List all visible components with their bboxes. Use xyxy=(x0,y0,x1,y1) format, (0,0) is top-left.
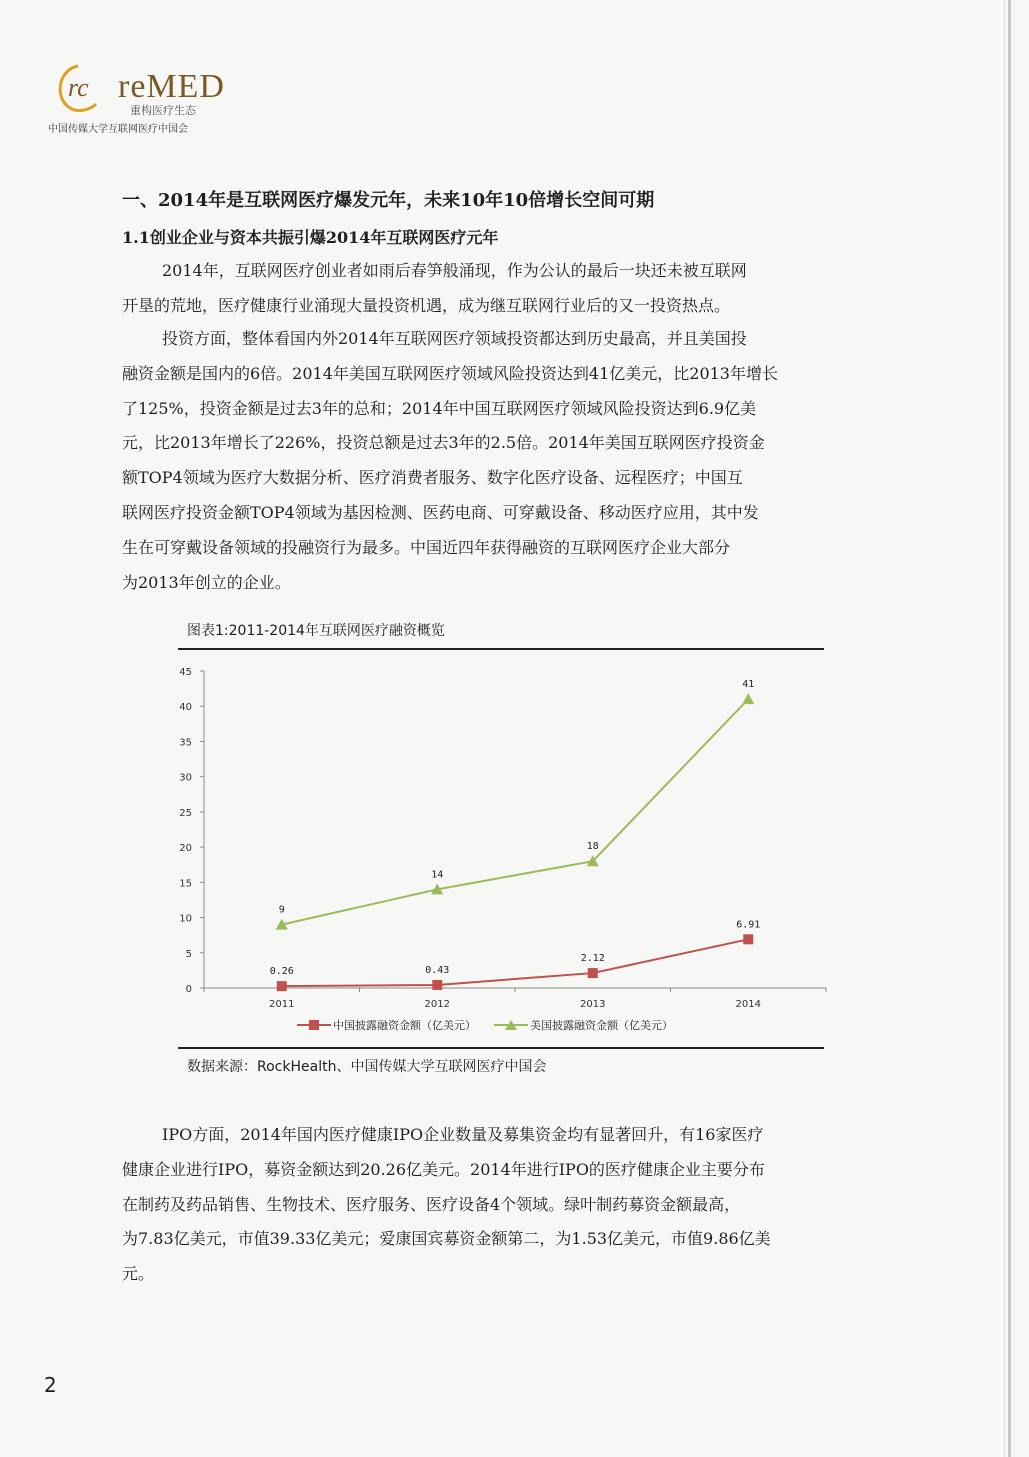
line-chart xyxy=(160,655,840,1015)
y-tick-label: 15 xyxy=(179,878,192,890)
paragraph-line: 开垦的荒地，医疗健康行业涌现大量投资机遇，成为继互联网行业后的又一投资热点。 xyxy=(122,295,731,315)
data-label: 18 xyxy=(586,841,599,853)
y-tick-label: 45 xyxy=(179,667,192,678)
paragraph-line: 为2013年创立的企业。 xyxy=(122,572,291,592)
y-tick-label: 0 xyxy=(185,984,192,995)
paragraph-line: IPO方面，2014年国内医疗健康IPO企业数量及募集资金均有显著回升，有16家医疗 xyxy=(162,1125,764,1144)
paragraph-line: 投资方面，整体看国内外2014年互联网医疗领域投资都达到历史最高，并且美国投 xyxy=(162,329,747,348)
logo-subtitle: 重构医疗生态 xyxy=(130,104,196,117)
paragraph-2 xyxy=(122,322,892,600)
y-tick-label: 20 xyxy=(179,843,192,855)
y-tick-label: 35 xyxy=(179,737,192,749)
page-number: 2 xyxy=(44,1373,57,1397)
y-tick-label: 40 xyxy=(179,702,192,714)
paragraph-line: 元。 xyxy=(122,1264,155,1284)
logo-text: reMED xyxy=(118,68,225,105)
legend-label-us: 美国披露融资金额（亿美元） xyxy=(530,1019,673,1032)
data-point-square xyxy=(277,981,287,991)
figure-title: 图表1:2011-2014年互联网医疗融资概览 xyxy=(187,623,445,639)
data-point-square xyxy=(432,980,442,990)
page-edge-inner xyxy=(1004,0,1005,1457)
svg-text:rc: rc xyxy=(68,73,89,102)
data-label: 2.12 xyxy=(580,953,605,965)
x-tick-label: 2013 xyxy=(580,999,606,1010)
paragraph-line: 联网医疗投资金额TOP4领域为基因检测、医药电商、可穿戴设备、移动医疗应用，其中发 xyxy=(122,502,759,522)
series-line-0 xyxy=(282,939,749,986)
x-tick-label: 2011 xyxy=(269,999,295,1010)
paragraph-line: 融资金额是国内的6倍。2014年美国互联网医疗领域风险投资达到41亿美元，比2013年增长 xyxy=(122,363,778,383)
series-line-1 xyxy=(282,699,749,924)
paragraph-line: 2014年，互联网医疗创业者如雨后春笋般涌现，作为公认的最后一块还未被互联网 xyxy=(162,261,747,280)
paragraph-1 xyxy=(122,254,892,324)
logo-organization: 中国传媒大学互联网医疗中国会 xyxy=(48,124,188,135)
paragraph-line: 为7.83亿美元，市值39.33亿美元；爱康国宾募资金额第二，为1.53亿美元，市值9.86亿美 xyxy=(122,1229,771,1249)
y-tick-label: 10 xyxy=(179,913,192,925)
legend-item-us xyxy=(494,1017,673,1033)
section-subheading: 1.1创业企业与资本共振引爆2014年互联网医疗元年 xyxy=(122,228,499,247)
y-tick-label: 5 xyxy=(185,948,192,960)
data-point-square xyxy=(743,934,753,944)
y-tick-label: 25 xyxy=(179,807,192,819)
legend-label-china: 中国披露融资金额（亿美元） xyxy=(333,1019,476,1032)
data-label: 0.26 xyxy=(269,966,294,978)
figure-top-rule xyxy=(178,648,824,650)
paragraph-line: 健康企业进行IPO，募资金额达到20.26亿美元。2014年进行IPO的医疗健康企业主要分布 xyxy=(122,1159,765,1179)
logo-swoosh-icon xyxy=(48,58,128,118)
data-label: 41 xyxy=(742,679,755,691)
section-heading: 一、2014年是互联网医疗爆发元年，未来10年10倍增长空间可期 xyxy=(122,190,655,211)
data-label: 6.91 xyxy=(736,919,761,931)
paragraph-3 xyxy=(122,1118,892,1292)
data-label: 0.43 xyxy=(425,964,450,976)
legend-triangle-marker-icon xyxy=(494,1019,528,1031)
paragraph-line: 了125%，投资金额是过去3年的总和；2014年中国互联网医疗领域风险投资达到6.9亿美 xyxy=(122,398,757,418)
x-tick-label: 2012 xyxy=(424,999,450,1010)
data-point-triangle xyxy=(742,693,754,704)
figure-bottom-rule xyxy=(178,1047,824,1049)
data-label: 14 xyxy=(431,869,444,881)
legend-item-china xyxy=(297,1017,476,1033)
paragraph-line: 生在可穿戴设备领域的投融资行为最多。中国近四年获得融资的互联网医疗企业大部分 xyxy=(122,537,731,557)
x-tick-label: 2014 xyxy=(735,999,761,1010)
y-tick-label: 30 xyxy=(179,772,192,784)
chart-legend xyxy=(297,1017,673,1033)
page-edge xyxy=(1008,0,1011,1457)
legend-square-marker-icon xyxy=(297,1019,331,1031)
data-label: 9 xyxy=(278,904,285,916)
logo xyxy=(48,58,225,138)
paragraph-line: 在制药及药品销售、生物技术、医疗服务、医疗设备4个领域。绿叶制药募资金额最高， xyxy=(122,1194,741,1214)
data-point-square xyxy=(588,968,598,978)
paragraph-line: 额TOP4领域为医疗大数据分析、医疗消费者服务、数字化医疗设备、远程医疗；中国互 xyxy=(122,468,743,488)
figure-source: 数据来源：RockHealth、中国传媒大学互联网医疗中国会 xyxy=(187,1059,547,1075)
paragraph-line: 元，比2013年增长了226%，投资总额是过去3年的2.5倍。2014年美国互联网医疗投资金 xyxy=(122,433,765,453)
